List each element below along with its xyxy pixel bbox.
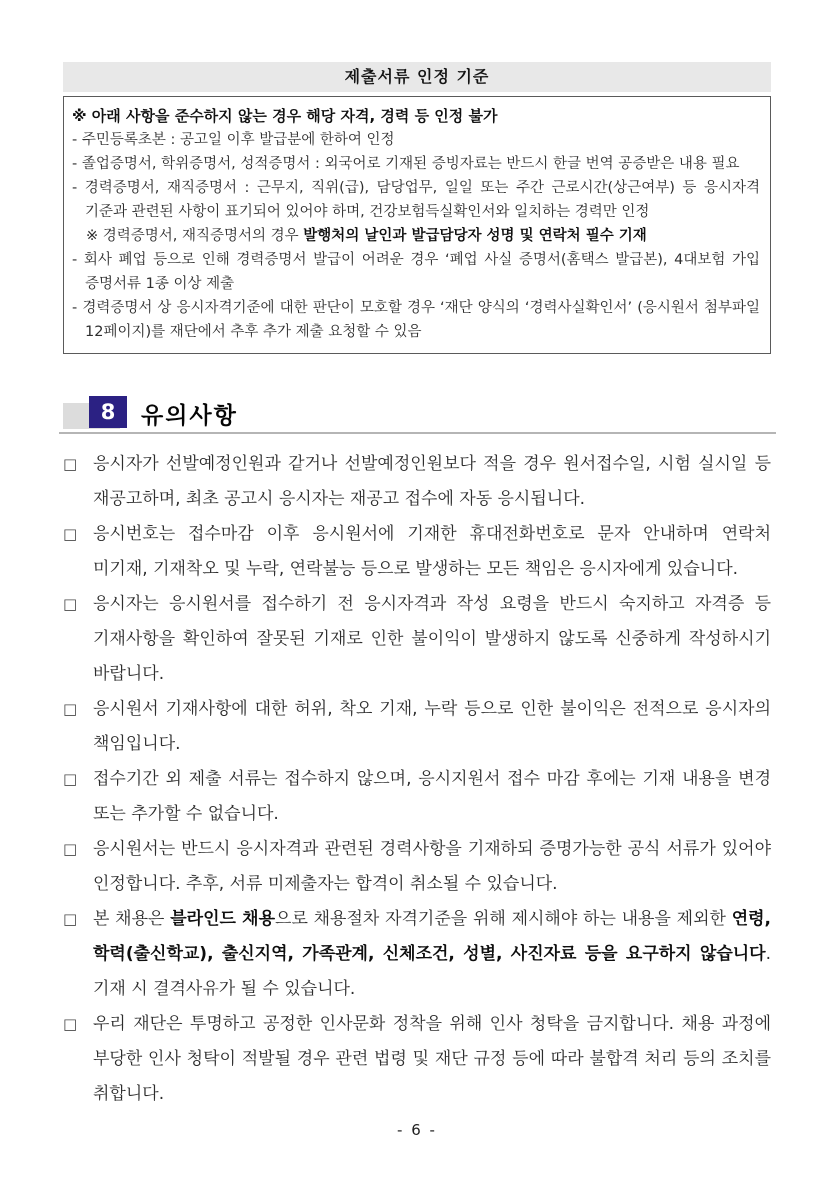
criteria-career-subnote-prefix: ※ 경력증명서, 재직증명서의 경우 [86, 228, 304, 244]
criteria-box-title: 제출서류 인정 기준 [63, 62, 771, 92]
checkbox-bullet: □ [63, 910, 78, 928]
note-text: 응시자가 선발예정인원과 같거나 선발예정인원보다 적을 경우 원서접수일, 시험 실시일 등 재공고하며, 최초 공고시 응시자는 재공고 접수에 자동 응시됩니다. [93, 454, 771, 509]
checkbox-bullet: □ [63, 700, 78, 718]
section-title: 유의사항 [141, 403, 238, 429]
note-text: 접수기간 외 제출 서류는 접수하지 않으며, 응시지원서 접수 마감 후에는 기재 내용을 변경 또는 추가할 수 없습니다. [93, 769, 771, 824]
criteria-item-resident: - 주민등록초본 : 공고일 이후 발급분에 한하여 인정 [72, 132, 395, 148]
checkbox-bullet: □ [63, 1015, 78, 1033]
note-segment: . 기재 시 결격사유가 될 수 있습니다. [93, 944, 771, 999]
note-item [63, 517, 771, 587]
checkbox-bullet: □ [63, 840, 78, 858]
note-text: 우리 재단은 투명하고 공정한 인사문화 정착을 위해 인사 청탁을 금지합니다. 채용 과정에 부당한 인사 청탁이 적발될 경우 관련 법령 및 재단 규정 등에 따라 불합격 처리 등의 조치를 취합니다. [93, 1014, 771, 1104]
note-segment-bold: 연령, 학력(출신학교), 출신지역, 가족관계, 신체조건, 성별, 사진자료 등을 요구하지 않습니다 [93, 909, 771, 964]
page-number: - 6 - [397, 1121, 437, 1139]
note-item [63, 762, 771, 832]
criteria-warning-line: ※ 아래 사항을 준수하지 않는 경우 해당 자격, 경력 등 인정 불가 [72, 107, 498, 125]
note-text: 응시원서는 반드시 응시자격과 관련된 경력사항을 기재하되 증명가능한 공식 서류가 있어야 인정합니다. 추후, 서류 미제출자는 합격이 취소될 수 있습니다. [93, 839, 771, 894]
criteria-item-career: - 경력증명서, 재직증명서 : 근무지, 직위(급), 담당업무, 일일 또는 주간 근로시간(상근여부) 등 응시자격 기준과 관련된 사항이 표기되어 있어야 하며, 건강보험득실확인서와 일치하는 경력만 인정 [72, 180, 760, 220]
note-segment: 본 채용은 [93, 909, 171, 929]
notes-list [63, 447, 771, 1112]
note-item [63, 692, 771, 762]
checkbox-bullet: □ [63, 770, 78, 788]
checkbox-bullet: □ [63, 455, 78, 473]
note-segment-bold: 블라인드 채용 [170, 909, 276, 929]
criteria-box [63, 96, 771, 354]
note-item [63, 1007, 771, 1112]
note-text [93, 902, 771, 1007]
note-item [63, 587, 771, 692]
section-number-badge: 8 [89, 396, 127, 428]
checkbox-bullet: □ [63, 525, 78, 543]
checkbox-bullet: □ [63, 595, 78, 613]
note-segment: 으로 채용절차 자격기준을 위해 제시해야 하는 내용을 제외한 [275, 909, 732, 929]
criteria-career-subnote-bold: 발행처의 날인과 발급담당자 성명 및 연락처 필수 기재 [303, 228, 647, 244]
note-item [63, 832, 771, 902]
note-text: 응시원서 기재사항에 대한 허위, 착오 기재, 누락 등으로 인한 불이익은 전적으로 응시자의 책임입니다. [93, 699, 771, 754]
note-text: 응시자는 응시원서를 접수하기 전 응시자격과 작성 요령을 반드시 숙지하고 자격증 등 기재사항을 확인하여 잘못된 기재로 인한 불이익이 발생하지 않도록 신중하게 작성하시기 바랍니다. [93, 594, 771, 684]
note-item [63, 447, 771, 517]
criteria-item-judgment: - 경력증명서 상 응시자격기준에 대한 판단이 모호할 경우 ‘재단 양식의 ‘경력사실확인서’ (응시원서 첨부파일 12페이지)를 재단에서 추후 추가 제출 요청할 수 있음 [72, 300, 760, 340]
note-item-blind-recruitment [63, 902, 771, 1007]
section-header [59, 394, 776, 434]
criteria-item-closure: - 회사 폐업 등으로 인해 경력증명서 발급이 어려운 경우 ‘폐업 사실 증명서(홈택스 발급본), 4대보험 가입 증명서류 1종 이상 제출 [72, 252, 760, 292]
criteria-item-graduation: - 졸업증명서, 학위증명서, 성적증명서 : 외국어로 기재된 증빙자료는 반드시 한글 번역 공증받은 내용 필요 [72, 156, 740, 172]
note-text: 응시번호는 접수마감 이후 응시원서에 기재한 휴대전화번호로 문자 안내하며 연락처 미기재, 기재착오 및 누락, 연락불능 등으로 발생하는 모든 책임은 응시자에게 있습니다. [93, 524, 771, 579]
criteria-career-subnote [72, 224, 760, 248]
